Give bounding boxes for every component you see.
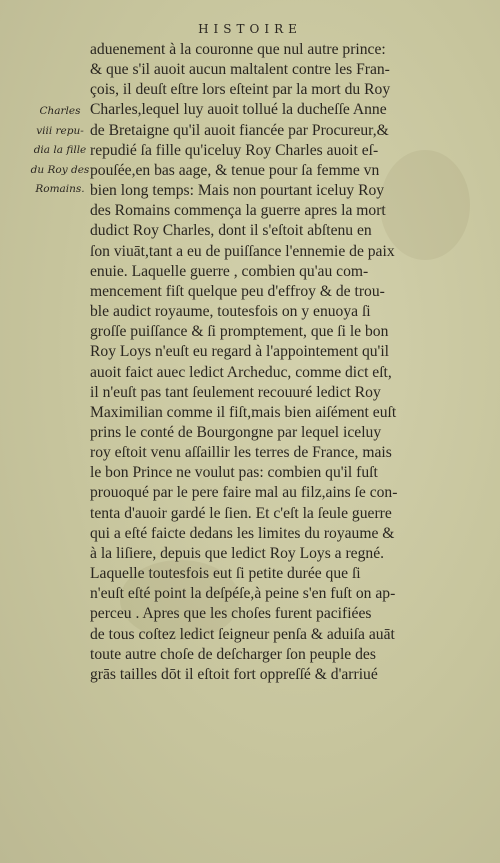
text-line: repudié ſa fille qu'iceluy Roy Charles auoit eſ- xyxy=(90,141,379,159)
text-line: çois, il deuſt eſtre lors eſteint par la mort du Roy xyxy=(90,81,391,99)
text-line: tenta d'auoir gardé le ſien. Et c'eſt la ſeule guerre xyxy=(90,504,392,522)
text-line: dudict Roy Charles, dont il s'eſtoit abſtenu en xyxy=(90,222,372,240)
text-line: pouſée,en bas aage, & tenue pour ſa femme vn xyxy=(90,161,380,179)
text-line: Maximilian comme il fiſt,mais bien aiſément euſt xyxy=(90,403,397,421)
text-line: enuie. Laquelle guerre , combien qu'au com- xyxy=(90,262,369,280)
margin-note-line: dia la fille xyxy=(33,144,87,156)
margin-note xyxy=(30,102,90,200)
text-line: & que s'il auoit aucun maltalent contre les Fran- xyxy=(90,61,390,79)
text-line: des Romains commença la guerre apres la mort xyxy=(90,202,386,220)
text-line: grās tailles dōt il eſtoit fort oppreſſé & d'arriué xyxy=(90,665,378,683)
text-line: auoit faict auec ledict Archeduc, comme dict eſt, xyxy=(90,363,392,381)
body-text xyxy=(90,40,462,685)
margin-note-line: Romains. xyxy=(35,183,85,195)
margin-note-line: viii repu- xyxy=(36,124,84,137)
text-line: n'euſt eſté point la deſpéſe,à peine s'en fuſt on ap- xyxy=(90,585,396,603)
text-line: Laquelle toutesfois eut ſi petite durée que ſi xyxy=(90,565,361,583)
margin-note-line: Charles xyxy=(39,105,81,117)
text-line: ble audict royaume, toutesfois on y enuoya ſi xyxy=(90,303,371,321)
text-line: Charles,lequel luy auoit tollué la ducheſſe Anne xyxy=(90,101,387,119)
text-line: roy eſtoit venu aſſaillir les terres de France, mais xyxy=(90,444,392,462)
margin-note-line: du Roy des xyxy=(30,163,90,176)
text-line: le bon Prince ne voulut pas: combien qu'il fuſt xyxy=(90,464,378,482)
text-line: qui a eſté faicte dedans les limites du royaume & xyxy=(90,524,395,542)
text-line: toute autre choſe de deſcharger ſon peuple des xyxy=(90,645,376,663)
running-head: HISTOIRE xyxy=(198,22,302,36)
text-line: perceu . Apres que les choſes furent pacifiées xyxy=(90,605,372,623)
text-line: il n'euſt pas tant ſeulement recouuré ledict Roy xyxy=(90,383,381,401)
text-line: à la liſiere, depuis que ledict Roy Loys a regné. xyxy=(90,544,385,562)
text-line: de tous coſtez ledict ſeigneur penſa & aduiſa auāt xyxy=(90,625,395,643)
text-line: aduenement à la couronne que nul autre prince: xyxy=(90,41,386,58)
text-line: mencement fiſt quelque peu d'effroy & de trou- xyxy=(90,282,385,300)
text-line: bien long temps: Mais non pourtant iceluy Roy xyxy=(90,182,385,200)
text-line: ſon viuāt,tant a eu de puiſſance l'ennemie de paix xyxy=(90,242,395,260)
text-line: prouoqué par le pere faire mal au filz,ains ſe con- xyxy=(90,484,398,502)
text-line: Roy Loys n'euſt eu regard à l'appointement qu'il xyxy=(90,343,390,361)
text-line: de Bretaigne qu'il auoit fiancée par Procureur,& xyxy=(90,121,389,139)
text-line: prins le conté de Bourgongne par lequel iceluy xyxy=(90,423,382,441)
text-line: groſſe puiſſance & ſi promptement, que ſi le bon xyxy=(90,323,389,341)
